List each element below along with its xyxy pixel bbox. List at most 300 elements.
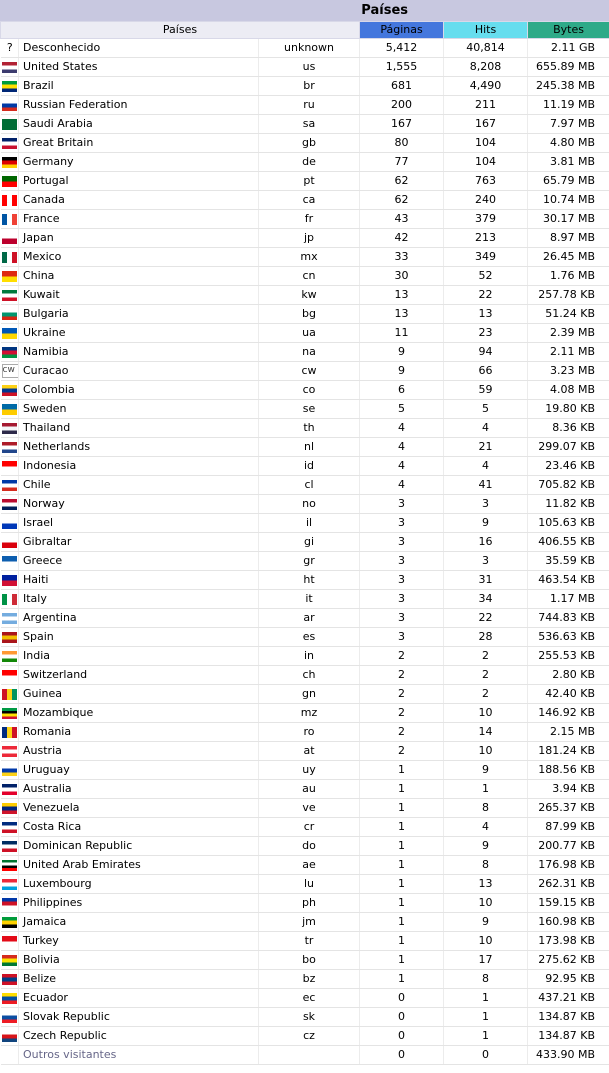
country-name: Canada — [19, 191, 259, 210]
country-code: ar — [259, 609, 360, 628]
hits-value: 4 — [444, 818, 528, 837]
table-row — [1, 438, 609, 457]
broken-image-icon: cw — [2, 364, 19, 378]
bytes-value: 8.97 MB — [528, 229, 609, 248]
bytes-value: 146.92 KB — [528, 704, 609, 723]
table-row — [1, 970, 609, 989]
hits-value: 31 — [444, 571, 528, 590]
bytes-value: 181.24 KB — [528, 742, 609, 761]
country-code: no — [259, 495, 360, 514]
table-row — [1, 799, 609, 818]
co-flag-icon — [2, 385, 17, 396]
pt-flag-icon — [2, 176, 17, 187]
pages-value: 0 — [360, 989, 444, 1008]
hits-value: 40,814 — [444, 39, 528, 58]
hits-value: 22 — [444, 286, 528, 305]
table-row — [1, 286, 609, 305]
table-row — [1, 1046, 609, 1065]
bytes-value: 51.24 KB — [528, 305, 609, 324]
flag-cell — [1, 856, 19, 875]
hits-value: 240 — [444, 191, 528, 210]
country-code: cr — [259, 818, 360, 837]
gb-flag-icon — [2, 138, 17, 149]
pages-value: 62 — [360, 191, 444, 210]
pages-value: 1 — [360, 818, 444, 837]
country-code: ro — [259, 723, 360, 742]
uy-flag-icon — [2, 765, 17, 776]
hits-value: 9 — [444, 761, 528, 780]
pages-value: 4 — [360, 476, 444, 495]
pages-value: 13 — [360, 286, 444, 305]
bytes-value: 176.98 KB — [528, 856, 609, 875]
country-name: Outros visitantes — [19, 1046, 259, 1065]
hits-value: 41 — [444, 476, 528, 495]
flag-cell — [1, 742, 19, 761]
table-row — [1, 913, 609, 932]
table-row — [1, 894, 609, 913]
country-code: cl — [259, 476, 360, 495]
country-name: Greece — [19, 552, 259, 571]
de-flag-icon — [2, 157, 17, 168]
flag-cell — [1, 229, 19, 248]
table-row — [1, 362, 609, 381]
countries-table — [0, 21, 609, 1065]
bytes-value: 8.36 KB — [528, 419, 609, 438]
country-code: mx — [259, 248, 360, 267]
table-row — [1, 989, 609, 1008]
jm-flag-icon — [2, 917, 17, 928]
bytes-value: 134.87 KB — [528, 1008, 609, 1027]
bytes-value: 173.98 KB — [528, 932, 609, 951]
bytes-value: 2.15 MB — [528, 723, 609, 742]
pages-value: 3 — [360, 514, 444, 533]
hits-value: 14 — [444, 723, 528, 742]
bytes-value: 159.15 KB — [528, 894, 609, 913]
bytes-value: 3.94 KB — [528, 780, 609, 799]
table-row — [1, 818, 609, 837]
country-name: Netherlands — [19, 438, 259, 457]
ve-flag-icon — [2, 803, 17, 814]
bytes-value: 7.97 MB — [528, 115, 609, 134]
table-row — [1, 39, 609, 58]
flag-cell — [1, 780, 19, 799]
flag-cell — [1, 324, 19, 343]
flag-cell — [1, 96, 19, 115]
country-code: do — [259, 837, 360, 856]
country-name: Australia — [19, 780, 259, 799]
flag-cell — [1, 723, 19, 742]
pages-value: 3 — [360, 628, 444, 647]
table-header-row — [1, 22, 609, 39]
pages-value: 681 — [360, 77, 444, 96]
country-code: fr — [259, 210, 360, 229]
pages-value: 1 — [360, 951, 444, 970]
hits-value: 4 — [444, 419, 528, 438]
country-name: Belize — [19, 970, 259, 989]
hits-value: 13 — [444, 875, 528, 894]
flag-cell — [1, 647, 19, 666]
pages-value: 1 — [360, 894, 444, 913]
table-row — [1, 590, 609, 609]
table-row — [1, 248, 609, 267]
bytes-value: 200.77 KB — [528, 837, 609, 856]
pages-value: 6 — [360, 381, 444, 400]
pages-value: 1 — [360, 856, 444, 875]
flag-cell — [1, 77, 19, 96]
country-code: au — [259, 780, 360, 799]
hits-value: 1 — [444, 780, 528, 799]
table-row — [1, 172, 609, 191]
it-flag-icon — [2, 594, 17, 605]
hits-value: 66 — [444, 362, 528, 381]
flag-cell — [1, 400, 19, 419]
question-mark-icon: ? — [6, 41, 13, 54]
bytes-value: 3.23 MB — [528, 362, 609, 381]
bytes-value: 299.07 KB — [528, 438, 609, 457]
bytes-value: 245.38 MB — [528, 77, 609, 96]
gn-flag-icon — [2, 689, 17, 700]
pages-value: 4 — [360, 457, 444, 476]
table-row — [1, 533, 609, 552]
country-code: id — [259, 457, 360, 476]
at-flag-icon — [2, 746, 17, 757]
country-code: sk — [259, 1008, 360, 1027]
country-name: Costa Rica — [19, 818, 259, 837]
hits-value: 5 — [444, 400, 528, 419]
us-flag-icon — [2, 62, 17, 73]
hits-value: 213 — [444, 229, 528, 248]
table-row — [1, 324, 609, 343]
country-name: Curacao — [19, 362, 259, 381]
bytes-value: 11.82 KB — [528, 495, 609, 514]
country-code: es — [259, 628, 360, 647]
country-name: Uruguay — [19, 761, 259, 780]
bytes-value: 406.55 KB — [528, 533, 609, 552]
pages-value: 3 — [360, 590, 444, 609]
table-row — [1, 514, 609, 533]
country-name: Jamaica — [19, 913, 259, 932]
ph-flag-icon — [2, 898, 17, 909]
table-row — [1, 723, 609, 742]
flag-cell — [1, 989, 19, 1008]
hits-value: 10 — [444, 932, 528, 951]
flag-cell — [1, 210, 19, 229]
pages-value: 4 — [360, 419, 444, 438]
flag-cell — [1, 571, 19, 590]
sk-flag-icon — [2, 1012, 17, 1023]
country-code: br — [259, 77, 360, 96]
bytes-value: 35.59 KB — [528, 552, 609, 571]
pages-value: 1 — [360, 780, 444, 799]
hits-value: 9 — [444, 837, 528, 856]
flag-cell — [1, 191, 19, 210]
country-name: Norway — [19, 495, 259, 514]
ro-flag-icon — [2, 727, 17, 738]
country-code: ph — [259, 894, 360, 913]
flag-cell — [1, 685, 19, 704]
country-code: gi — [259, 533, 360, 552]
bytes-value: 105.63 KB — [528, 514, 609, 533]
ar-flag-icon — [2, 613, 17, 624]
country-code: cn — [259, 267, 360, 286]
country-code: ru — [259, 96, 360, 115]
mx-flag-icon — [2, 252, 17, 263]
hits-value: 94 — [444, 343, 528, 362]
country-name: Gibraltar — [19, 533, 259, 552]
country-name: Guinea — [19, 685, 259, 704]
country-code: pt — [259, 172, 360, 191]
country-code — [259, 1046, 360, 1065]
country-code: it — [259, 590, 360, 609]
hits-value: 28 — [444, 628, 528, 647]
panel-title: Países — [0, 0, 609, 21]
country-code: ch — [259, 666, 360, 685]
hits-value: 104 — [444, 134, 528, 153]
il-flag-icon — [2, 518, 17, 529]
country-name: Switzerland — [19, 666, 259, 685]
bytes-value: 705.82 KB — [528, 476, 609, 495]
country-code: sa — [259, 115, 360, 134]
country-name: Spain — [19, 628, 259, 647]
flag-cell — [1, 799, 19, 818]
in-flag-icon — [2, 651, 17, 662]
bytes-value: 87.99 KB — [528, 818, 609, 837]
flag-cell — [1, 457, 19, 476]
pages-value: 3 — [360, 533, 444, 552]
pages-value: 9 — [360, 343, 444, 362]
table-row — [1, 761, 609, 780]
bytes-value: 262.31 KB — [528, 875, 609, 894]
table-row — [1, 96, 609, 115]
bytes-value: 2.39 MB — [528, 324, 609, 343]
table-row — [1, 780, 609, 799]
country-code: mz — [259, 704, 360, 723]
do-flag-icon — [2, 841, 17, 852]
country-code: in — [259, 647, 360, 666]
country-code: gn — [259, 685, 360, 704]
flag-cell — [1, 818, 19, 837]
country-code: kw — [259, 286, 360, 305]
hits-value: 1 — [444, 989, 528, 1008]
country-name: India — [19, 647, 259, 666]
country-name: Sweden — [19, 400, 259, 419]
country-name: Austria — [19, 742, 259, 761]
country-name: Argentina — [19, 609, 259, 628]
hits-value: 3 — [444, 552, 528, 571]
pages-value: 9 — [360, 362, 444, 381]
ch-flag-icon — [2, 670, 17, 681]
country-name: Bulgaria — [19, 305, 259, 324]
bytes-value: 188.56 KB — [528, 761, 609, 780]
pages-value: 2 — [360, 666, 444, 685]
flag-cell — [1, 172, 19, 191]
flag-cell — [1, 286, 19, 305]
country-code: de — [259, 153, 360, 172]
table-row — [1, 628, 609, 647]
country-name: Brazil — [19, 77, 259, 96]
country-name: Bolivia — [19, 951, 259, 970]
country-name: Philippines — [19, 894, 259, 913]
bytes-value: 275.62 KB — [528, 951, 609, 970]
country-name: Chile — [19, 476, 259, 495]
ua-flag-icon — [2, 328, 17, 339]
hits-value: 16 — [444, 533, 528, 552]
table-row — [1, 77, 609, 96]
country-code: tr — [259, 932, 360, 951]
bg-flag-icon — [2, 309, 17, 320]
bytes-value: 26.45 MB — [528, 248, 609, 267]
pages-value: 43 — [360, 210, 444, 229]
country-name: Slovak Republic — [19, 1008, 259, 1027]
hits-value: 21 — [444, 438, 528, 457]
header-paises: Países — [1, 22, 360, 39]
flag-cell — [1, 267, 19, 286]
hits-value: 349 — [444, 248, 528, 267]
flag-cell — [1, 590, 19, 609]
pages-value: 3 — [360, 609, 444, 628]
se-flag-icon — [2, 404, 17, 415]
table-row — [1, 1027, 609, 1046]
pages-value: 1,555 — [360, 58, 444, 77]
table-row — [1, 571, 609, 590]
bytes-value: 30.17 MB — [528, 210, 609, 229]
flag-cell — [1, 476, 19, 495]
country-name: Saudi Arabia — [19, 115, 259, 134]
pages-value: 80 — [360, 134, 444, 153]
hits-value: 3 — [444, 495, 528, 514]
header-hits: Hits — [444, 22, 528, 39]
pages-value: 2 — [360, 685, 444, 704]
table-row — [1, 229, 609, 248]
table-row — [1, 951, 609, 970]
pages-value: 200 — [360, 96, 444, 115]
flag-cell — [1, 609, 19, 628]
pages-value: 3 — [360, 571, 444, 590]
country-code: ec — [259, 989, 360, 1008]
table-row — [1, 495, 609, 514]
es-flag-icon — [2, 632, 17, 643]
bytes-value: 19.80 KB — [528, 400, 609, 419]
country-name: Dominican Republic — [19, 837, 259, 856]
cz-flag-icon — [2, 1031, 17, 1042]
table-row — [1, 457, 609, 476]
flag-cell — [1, 704, 19, 723]
country-code: jm — [259, 913, 360, 932]
bo-flag-icon — [2, 955, 17, 966]
table-row — [1, 476, 609, 495]
country-code: th — [259, 419, 360, 438]
bytes-value: 1.76 MB — [528, 267, 609, 286]
table-row — [1, 742, 609, 761]
flag-cell — [1, 58, 19, 77]
flag-cell — [1, 248, 19, 267]
hits-value: 8 — [444, 856, 528, 875]
flag-cell — [1, 837, 19, 856]
pages-value: 2 — [360, 704, 444, 723]
flag-cell — [1, 153, 19, 172]
bytes-value: 255.53 KB — [528, 647, 609, 666]
hits-value: 2 — [444, 666, 528, 685]
table-row — [1, 666, 609, 685]
country-name: Israel — [19, 514, 259, 533]
hits-value: 34 — [444, 590, 528, 609]
hits-value: 13 — [444, 305, 528, 324]
country-code: cw — [259, 362, 360, 381]
hits-value: 4 — [444, 457, 528, 476]
pages-value: 30 — [360, 267, 444, 286]
table-row — [1, 267, 609, 286]
flag-cell — [1, 894, 19, 913]
table-row — [1, 609, 609, 628]
flag-cell — [1, 1027, 19, 1046]
table-row — [1, 153, 609, 172]
hits-value: 9 — [444, 514, 528, 533]
bytes-value: 437.21 KB — [528, 989, 609, 1008]
hits-value: 211 — [444, 96, 528, 115]
hits-value: 59 — [444, 381, 528, 400]
tr-flag-icon — [2, 936, 17, 947]
header-bytes: Bytes — [528, 22, 609, 39]
table-row — [1, 704, 609, 723]
flag-cell — [1, 970, 19, 989]
hits-value: 379 — [444, 210, 528, 229]
bytes-value: 4.08 MB — [528, 381, 609, 400]
hits-value: 8 — [444, 970, 528, 989]
country-name: Mozambique — [19, 704, 259, 723]
pages-value: 1 — [360, 761, 444, 780]
bytes-value: 42.40 KB — [528, 685, 609, 704]
sa-flag-icon — [2, 119, 17, 130]
flag-cell — [1, 628, 19, 647]
pages-value: 42 — [360, 229, 444, 248]
country-name: Turkey — [19, 932, 259, 951]
pages-value: 13 — [360, 305, 444, 324]
hits-value: 1 — [444, 1008, 528, 1027]
flag-cell — [1, 552, 19, 571]
country-name: Thailand — [19, 419, 259, 438]
country-code: gr — [259, 552, 360, 571]
country-code: unknown — [259, 39, 360, 58]
table-row — [1, 552, 609, 571]
flag-cell — [1, 761, 19, 780]
ec-flag-icon — [2, 993, 17, 1004]
hits-value: 17 — [444, 951, 528, 970]
hits-value: 9 — [444, 913, 528, 932]
hits-value: 1 — [444, 1027, 528, 1046]
flag-cell — [1, 134, 19, 153]
country-name: France — [19, 210, 259, 229]
ru-flag-icon — [2, 100, 17, 111]
flag-cell — [1, 932, 19, 951]
country-code: lu — [259, 875, 360, 894]
bytes-value: 11.19 MB — [528, 96, 609, 115]
bytes-value: 134.87 KB — [528, 1027, 609, 1046]
flag-cell — [1, 1046, 19, 1065]
country-code: ua — [259, 324, 360, 343]
hits-value: 8 — [444, 799, 528, 818]
table-row — [1, 115, 609, 134]
pages-value: 5 — [360, 400, 444, 419]
bytes-value: 463.54 KB — [528, 571, 609, 590]
gr-flag-icon — [2, 556, 17, 567]
country-code: na — [259, 343, 360, 362]
table-row — [1, 419, 609, 438]
hits-value: 4,490 — [444, 77, 528, 96]
country-code: uy — [259, 761, 360, 780]
country-code: bg — [259, 305, 360, 324]
country-code: il — [259, 514, 360, 533]
pages-value: 11 — [360, 324, 444, 343]
